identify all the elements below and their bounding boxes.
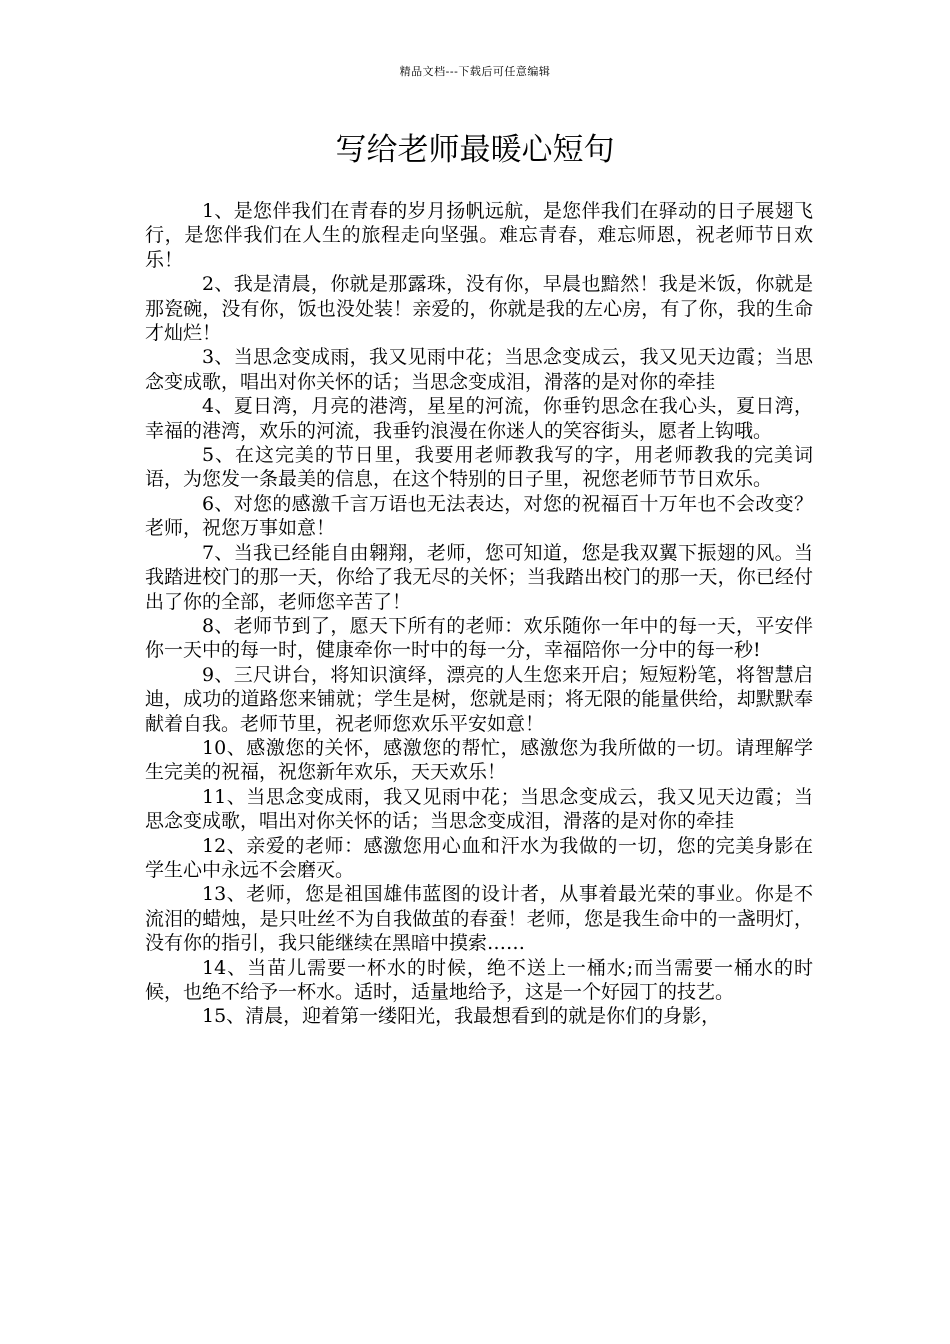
- paragraph-4: 4、夏日湾，月亮的港湾，星星的河流，你垂钓思念在我心头，夏日湾，幸福的港湾，欢乐的河流，我垂钓浪漫在你迷人的笑容街头，愿者上钩哦。: [145, 395, 813, 442]
- paragraph-7: 7、当我已经能自由翱翔，老师，您可知道，您是我双翼下振翅的风。当我踏进校门的那一天，你给了我无尽的关怀；当我踏出校门的那一天，你已经付出了你的全部，老师您辛苦了！: [145, 541, 813, 613]
- paragraph-13: 13、老师，您是祖国雄伟蓝图的设计者，从事着最光荣的事业。你是不流泪的蜡烛，是只吐丝不为自我做茧的春蚕！老师，您是我生命中的一盏明灯，没有你的指引，我只能继续在黑暗中摸索……: [145, 883, 813, 955]
- paragraph-8: 8、老师节到了，愿天下所有的老师：欢乐随你一年中的每一天，平安伴你一天中的每一时，健康牵你一时中的每一分，幸福陪你一分中的每一秒!: [145, 614, 813, 662]
- paragraph-6: 6、对您的感激千言万语也无法表达，对您的祝福百十万年也不会改变？老师，祝您万事如意！: [145, 492, 813, 540]
- paragraph-3: 3、当思念变成雨，我又见雨中花；当思念变成云，我又见天边霞；当思念变成歌，唱出对你关怀的话；当思念变成泪，滑落的是对你的牵挂: [145, 346, 813, 393]
- paragraph-12: 12、亲爱的老师：感激您用心血和汗水为我做的一切，您的完美身影在学生心中永远不会磨灭。: [145, 834, 813, 881]
- document-title: 写给老师最暖心短句: [335, 132, 615, 168]
- paragraph-2: 2、我是清晨，你就是那露珠，没有你，早晨也黯然！我是米饭，你就是那瓷碗，没有你，饭也没处装！亲爱的，你就是我的左心房，有了你，我的生命才灿烂！: [145, 273, 813, 345]
- page-header: 精品文档---下载后可任意编辑: [399, 65, 551, 78]
- paragraph-10: 10、感激您的关怀，感激您的帮忙，感激您为我所做的一切。请理解学生完美的祝福，祝您新年欢乐，天天欢乐！: [145, 736, 813, 784]
- paragraph-14: 14、当苗儿需要一杯水的时候，绝不送上一桶水;而当需要一桶水的时候，也绝不给予一杯水。适时，适量地给予，这是一个好园丁的技艺。: [145, 956, 813, 1003]
- paragraph-15: 15、清晨，迎着第一缕阳光，我最想看到的就是你们的身影，: [202, 1005, 721, 1028]
- paragraph-1: 1、是您伴我们在青春的岁月扬帆远航，是您伴我们在驿动的日子展翅飞行，是您伴我们在人生的旅程走向坚强。难忘青春，难忘师恩，祝老师节日欢乐！: [145, 200, 813, 271]
- paragraph-11: 11、当思念变成雨，我又见雨中花；当思念变成云，我又见天边霞；当思念变成歌，唱出对你关怀的话；当思念变成泪，滑落的是对你的牵挂: [145, 785, 813, 833]
- paragraph-9: 9、三尺讲台，将知识演绎，漂亮的人生您来开启；短短粉笔，将智慧启迪，成功的道路您来铺就；学生是树，您就是雨；将无限的能量供给，却默默奉献着自我。老师节里，祝老师您欢乐平安如意！: [145, 663, 813, 735]
- document-body: [145, 199, 813, 1029]
- paragraph-5: 5、在这完美的节日里，我要用老师教我写的字，用老师教我的完美词语，为您发一条最美的信息，在这个特别的日子里，祝您老师节节日欢乐。: [145, 444, 813, 491]
